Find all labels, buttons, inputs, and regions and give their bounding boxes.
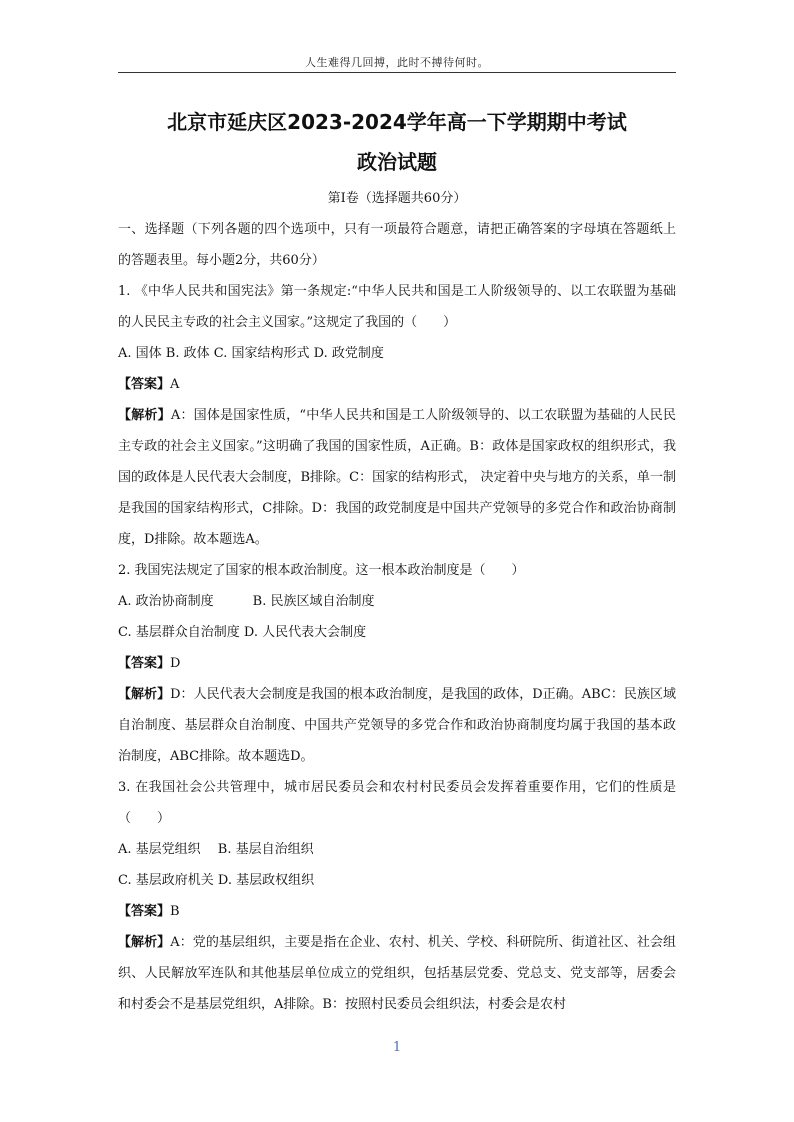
document-subtitle: 政治试题	[357, 150, 437, 174]
answer-value: B	[170, 904, 180, 919]
answer-tag: 【答案】	[118, 904, 171, 919]
question-options: A. 国体 B. 政体 C. 国家结构形式 D. 政党制度	[118, 346, 384, 361]
section-heading: 第Ⅰ卷（选择题共60分）	[327, 191, 467, 206]
question-options: A. 政治协商制度 B. 民族区域自治制度	[118, 594, 375, 609]
analysis-paragraph	[118, 400, 676, 555]
question-options: C. 基层政府机关 D. 基层政权组织	[118, 873, 315, 888]
answer-value: D	[170, 656, 181, 671]
analysis-paragraph	[118, 927, 676, 1020]
header-divider	[118, 72, 676, 73]
analysis-tag: 【解析】	[118, 935, 171, 950]
analysis-text: A：党的基层组织，主要是指在企业、农村、机关、学校、科研院所、街道社区、社会组织、人民解放军连队和其他基层单位成立的党组织，包括基层党委、党总支、党支部等，居委会和村委会不是基层党组织，A排除。B：按照村民委员会组织法，村委会是农村	[118, 935, 676, 1012]
document-title: 北京市延庆区2023-2024学年高一下学期期中考试	[167, 110, 627, 134]
page-number: 1	[392, 1040, 402, 1055]
question-stem: 1. 《中华人民共和国宪法》第一条规定:“中华人民共和国是工人阶级领导的、以工农联盟为基础的人民民主专政的社会主义国家。”这规定了我国的（ ）	[118, 284, 676, 330]
question-options: C. 基层群众自治制度 D. 人民代表大会制度	[118, 625, 367, 640]
answer-tag: 【答案】	[118, 377, 171, 392]
page-header-motto: 人生难得几回搏，此时不搏待何时。	[305, 56, 489, 69]
question-stem: 3. 在我国社会公共管理中，城市居民委员会和农村村民委员会发挥着重要作用，它们的性质是（ ）	[118, 780, 676, 826]
question-stem: 2. 我国宪法规定了国家的根本政治制度。这一根本政治制度是（ ）	[118, 563, 525, 578]
answer-value: A	[170, 377, 180, 392]
analysis-text: D：人民代表大会制度是我国的根本政治制度，是我国的政体，D正确。ABC：民族区域自治制度、基层群众自治制度、中国共产党领导的多党合作和政治协商制度均属于我国的基本政治制度，ABC排除。故本题选D。	[118, 687, 676, 764]
analysis-text: A：国体是国家性质，“中华人民共和国是工人阶级领导的、以工农联盟为基础的人民民主专政的社会主义国家。”这明确了我国的国家性质，A正确。B：政体是国家政权的组织形式，我国的政体是人民代表大会制度，B排除。C：国家的结构形式， 决定着中央与地方的关系，单一制是我国的国家结构形式，C排除。D：我国的政党制度是中国共产党领导的多党合作和政治协商制度，D排除。故本题选A。	[118, 408, 676, 547]
instructions: 一、选择题（下列各题的四个选项中，只有一项最符合题意，请把正确答案的字母填在答题纸上的答题表里。每小题2分，共60分）	[118, 222, 676, 268]
analysis-tag: 【解析】	[118, 687, 171, 702]
question-list	[118, 214, 676, 1020]
answer-line	[118, 648, 676, 679]
question-options: A. 基层党组织 B. 基层自治组织	[118, 842, 314, 857]
answer-line	[118, 369, 676, 400]
analysis-tag: 【解析】	[118, 408, 171, 423]
analysis-paragraph	[118, 679, 676, 772]
answer-tag: 【答案】	[118, 656, 171, 671]
answer-line	[118, 896, 676, 927]
